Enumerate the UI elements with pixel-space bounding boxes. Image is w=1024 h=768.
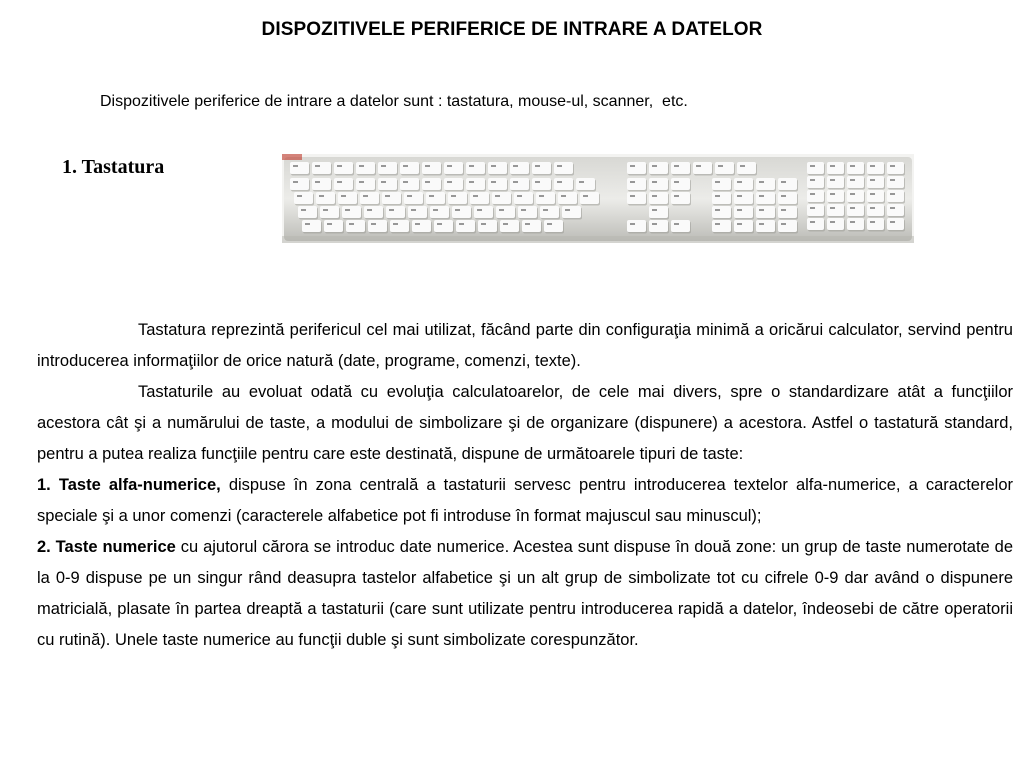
document-title: DISPOZITIVELE PERIFERICE DE INTRARE A DATELOR — [261, 19, 763, 40]
body-text — [37, 315, 1013, 656]
list-item-label: 1. Taste alfa-numerice, — [37, 476, 221, 494]
section-heading-keyboard: 1. Tastatura — [62, 156, 165, 178]
keyboard-photo — [282, 154, 914, 243]
paragraph-keyboard-evolution: Tastaturile au evoluat odată cu evoluţia calculatoarelor, de cele mai divers, spre o standardizare atât a funcţiilor acestora cât şi a numărului de taste, a modului de simbolizare şi de organizare (dispunere) a acestora. Astfel o tastatură standard, pentru a putea realiza funcţiile pentru care este destinată, dispune de următoarele tipuri de taste: — [37, 383, 1013, 463]
list-item-alphanumeric-keys — [37, 470, 1013, 532]
paragraph-keyboard-definition: Tastatura reprezintă perifericul cel mai utilizat, făcând parte din configuraţia minimă a oricărui calculator, servind pentru introducerea informaţiilor de orice natură (date, programe, comenzi, texte). — [37, 321, 1013, 370]
list-item-description: cu ajutorul cărora se introduc date numerice. Acestea sunt dispuse în două zone: un grup de taste numerotate de la 0-9 dispuse pe un singur rând deasupra tastelor alfabetice şi un alt grup de simbolizate tot cu cifrele 0-9 dar având o dispunere matricială, plasate în partea dreaptă a tastaturii (care sunt utilizate pentru introducerea rapidă a datelor, îndeosebi de către operatorii cu rutină). Unele taste numerice au funcţii duble şi sunt simbolizate corespunzător. — [37, 538, 1013, 649]
list-item-numeric-keys — [37, 532, 1013, 656]
keyboard-icon — [282, 154, 914, 243]
intro-text: Dispozitivele periferice de intrare a datelor sunt : tastatura, mouse-ul, scanner, etc. — [100, 93, 688, 110]
list-item-label: 2. Taste numerice — [37, 538, 176, 556]
list-item-description: dispuse în zona centrală a tastaturii servesc pentru introducerea textelor alfa-numerice, a caracterelor speciale şi a unor comenzi (caracterele alfabetice pot fi introduse în format majuscul sau minuscul); — [37, 476, 1013, 525]
